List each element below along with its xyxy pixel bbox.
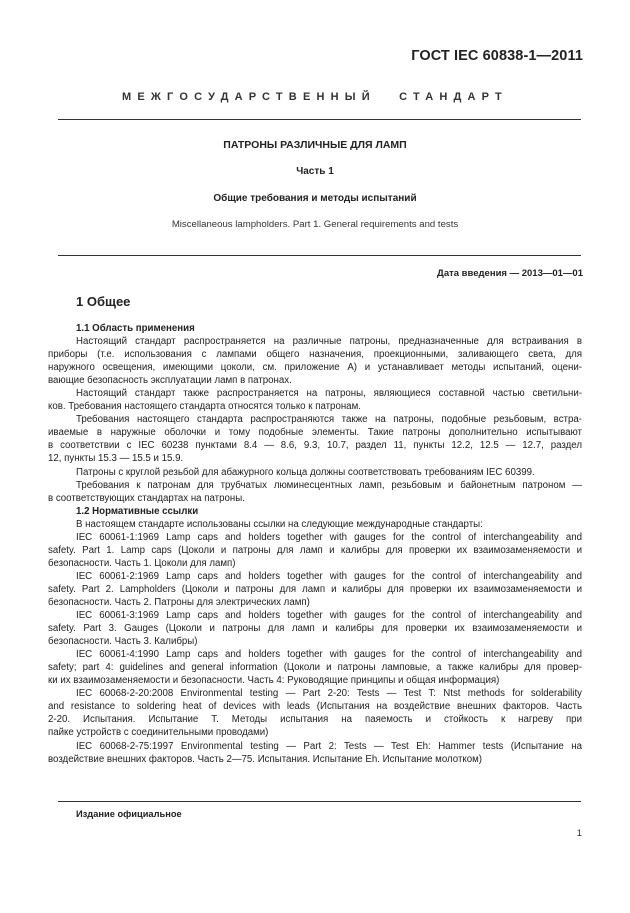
document-subtitle: Общие требования и методы испытаний bbox=[213, 193, 417, 204]
text-line: ков. Требования настоящего стандарта относятся только к патронам. bbox=[48, 401, 361, 413]
text-line: безопасности. Часть 3. Калибры) bbox=[48, 636, 198, 648]
text-line: 12, пункты 15.3 — 15.5 и 15.9. bbox=[48, 453, 184, 465]
paragraph-scope-5 bbox=[48, 479, 582, 505]
section-heading: 1 Общее bbox=[76, 294, 131, 309]
reference-item bbox=[48, 648, 582, 687]
part-label: Часть 1 bbox=[296, 166, 334, 177]
top-rule bbox=[58, 119, 581, 120]
text-line: IEC 60068-2-75:1997 Environmental testing — Part 2: Tests — Test Eh: Hammer tests (Испытание на bbox=[76, 740, 582, 752]
text-line: Патроны с круглой резьбой для абажурного кольца должны соответствовать требованиям IEC 60399. bbox=[76, 466, 535, 478]
middle-rule bbox=[58, 255, 581, 256]
text-line: Настоящий стандарт распространяется на различные патроны, предназначенные для встраивания в bbox=[76, 336, 582, 348]
reference-item bbox=[48, 531, 582, 570]
text-line: IEC 60061-1:1969 Lamp caps and holders together with gauges for the control of interchangeability and bbox=[76, 531, 582, 543]
text-line: пайке устройств с соединительными проводами) bbox=[48, 727, 269, 739]
reference-item bbox=[48, 740, 582, 766]
text-line: вающие безопасность эксплуатации ламп в патронах. bbox=[48, 375, 292, 387]
date-intro: Дата введения — 2013—01—01 bbox=[437, 268, 583, 279]
text-line: and resistance to soldering heat of devices with leads (Испытания на воздействие внешних факторов. Часть bbox=[48, 701, 582, 713]
gost-number: ГОСТ IEC 60838-1—2011 bbox=[411, 48, 583, 64]
text-line: ки их взаимозаменяемости и безопасности. Часть 4: Руководящие принципы и общая информация) bbox=[48, 675, 500, 687]
text-line: Требования к патронам для трубчатых люминесцентных ламп, резьбовым и байонетным патроном — bbox=[76, 479, 582, 491]
text-line: воздействие внешних факторов. Часть 2—75. Испытания. Испытание Eh. Испытание молотком) bbox=[48, 753, 483, 765]
official-edition-label: Издание официальное bbox=[76, 809, 182, 819]
text-line: 2-20. Испытания. Испытание Т. Методы испытания на паяемость и стойкость к нагреву при bbox=[48, 714, 582, 726]
reference-item bbox=[48, 609, 582, 648]
text-line: Требования настоящего стандарта распространяются также на патроны, подобные резьбовым, встра- bbox=[76, 414, 582, 426]
document-title: ПАТРОНЫ РАЗЛИЧНЫЕ ДЛЯ ЛАМП bbox=[223, 139, 407, 151]
page-number: 1 bbox=[576, 828, 582, 839]
text-line: иваемые в наружные оболочки и тому подобные элементы. Такие патроны дополнительно испытывают bbox=[48, 427, 582, 439]
text-line: IEC 60061-2:1969 Lamp caps and holders together with gauges for the control of interchangeability and bbox=[76, 570, 582, 582]
reference-item bbox=[48, 687, 582, 739]
paragraph-scope-2 bbox=[48, 387, 582, 413]
text-line: safety; part 4: guidelines and general information (Цоколи и патроны ламповые, а также калибры для провер- bbox=[48, 662, 582, 674]
text-line: IEC 60061-3:1969 Lamp caps and holders together with gauges for the control of interchangeability and bbox=[76, 610, 582, 622]
text-line: Настоящий стандарт также распространяется на патроны, являющиеся составной частью светильни- bbox=[76, 388, 582, 400]
text-line: IEC 60061-4:1990 Lamp caps and holders together with gauges for the control of interchangeability and bbox=[76, 649, 582, 661]
subsection-heading-scope: 1.1 Область применения bbox=[76, 323, 195, 334]
text-line: безопасности. Часть 1. Цоколи для ламп) bbox=[48, 557, 236, 569]
english-title: Miscellaneous lampholders. Part 1. General requirements and tests bbox=[171, 219, 459, 230]
text-line: safety. Part 2. Lampholders (Цоколи и патроны для ламп и калибры для проверки их взаимозаменяемости и bbox=[48, 583, 582, 595]
section-body bbox=[48, 322, 582, 766]
paragraph-scope-4 bbox=[76, 466, 582, 479]
text-line: безопасности. Часть 2. Патроны для электрических ламп) bbox=[48, 596, 310, 608]
text-line: В настоящем стандарте использованы ссылки на следующие международные стандарты: bbox=[76, 518, 483, 530]
text-line: приборы (т.е. использования с лампами общего назначения, проекционными, заливающего света, для bbox=[48, 349, 582, 361]
reference-item bbox=[48, 570, 582, 609]
paragraph-references-intro bbox=[76, 518, 582, 531]
bottom-rule bbox=[58, 801, 581, 802]
text-line: наружного освещения, имеющими цоколи, см. приложение А) и устанавливает методы испытаний, оцени- bbox=[48, 362, 582, 374]
standard-type: МЕЖГОСУДАРСТВЕННЫЙ СТАНДАРТ bbox=[122, 91, 508, 103]
paragraph-scope-3 bbox=[48, 413, 582, 465]
text-line: safety. Part 1. Lamp caps (Цоколи и патроны для ламп и калибры для проверки их взаимозаменяемости и bbox=[48, 544, 582, 556]
text-line: IEC 60068-2-20:2008 Environmental testing — Part 2-20: Tests — Test T: Ntst methods for solderability bbox=[76, 688, 582, 700]
text-line: safety. Part 3. Gauges (Цоколи и патроны для ламп и калибры для проверки их взаимозаменяемости и bbox=[48, 623, 582, 635]
paragraph-scope-1 bbox=[48, 335, 582, 387]
text-line: в соответствии с IEC 60238 пунктами 8.4 — 8.6, 9.3, 10.7, раздел 11, пункты 12.2, 12.5 — 12.7, раздел bbox=[48, 440, 582, 452]
subsection-heading-references: 1.2 Нормативные ссылки bbox=[76, 505, 199, 517]
text-line: в соответствующих стандартах на патроны. bbox=[48, 492, 245, 504]
